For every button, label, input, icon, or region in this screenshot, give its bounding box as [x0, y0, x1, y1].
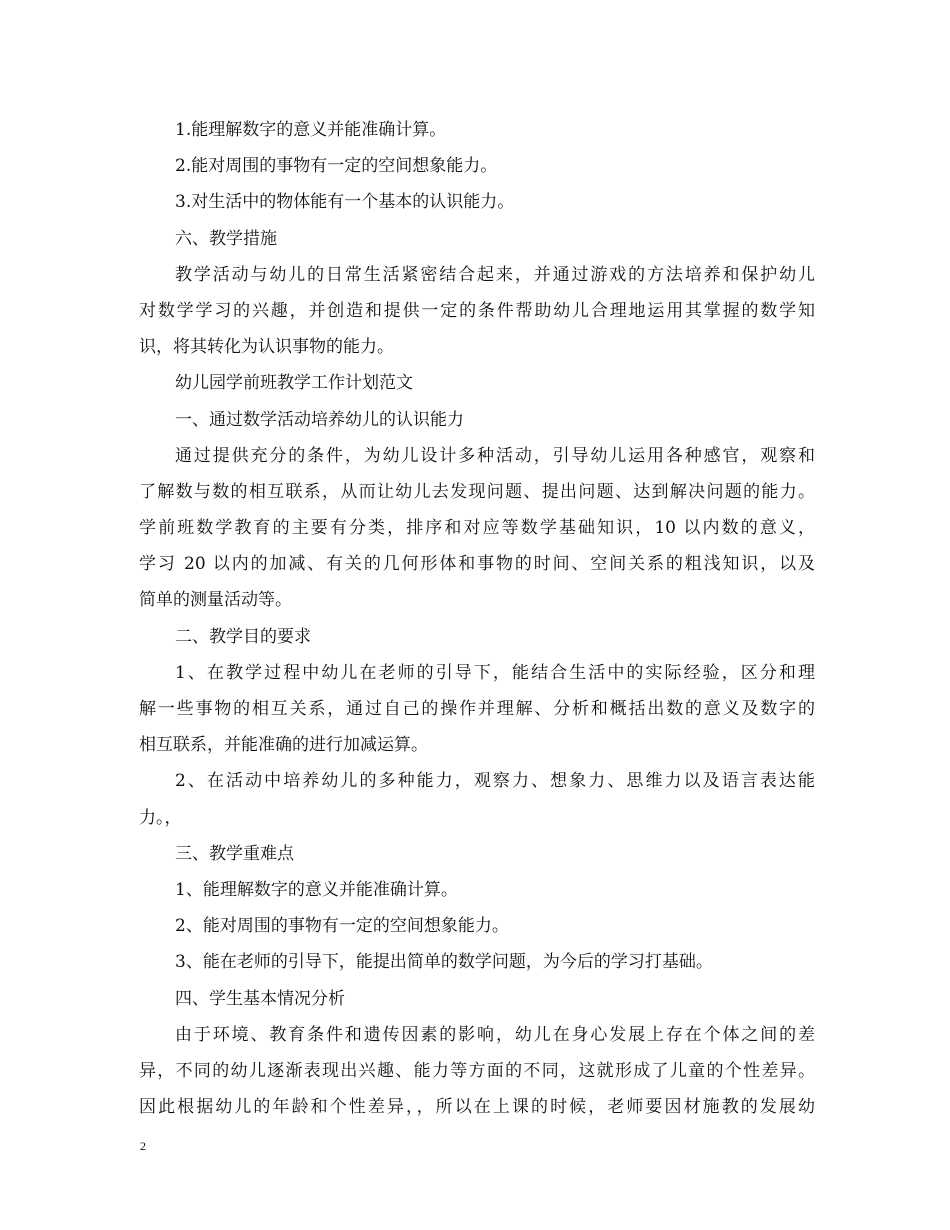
text-line: 一、通过数学活动培养幼儿的认识能力: [175, 409, 464, 430]
text-line: 学前班数学教育的主要有分类，排序和对应等数学基础知识，10 以内数的意义，: [139, 518, 815, 539]
text-line: 3、能在老师的引导下，能提出简单的数学问题，为今后的学习打基础。: [175, 952, 713, 973]
text-line: 因此根据幼儿的年龄和个性差异，，所以在上课的时候，老师要因材施教的发展幼: [139, 1097, 815, 1118]
text-line: 通过提供充分的条件，为幼儿设计多种活动，引导幼儿运用各种感官，观察和: [175, 445, 815, 466]
text-line: 力。，: [139, 807, 182, 828]
text-line: 解一些事物的相互关系，通过自己的操作并理解、分析和概括出数的意义及数字的: [139, 699, 815, 719]
text-line: 了解数与数的相互联系，从而让幼儿去发现问题、提出问题、达到解决问题的能力。: [139, 481, 815, 502]
text-line: 学习 20 以内的加减、有关的几何形体和事物的时间、空间关系的粗浅知识，以及: [139, 554, 815, 575]
text-line: 识，将其转化为认识事物的能力。: [139, 337, 394, 358]
text-line: 教学活动与幼儿的日常生活紧密结合起来，并通过游戏的方法培养和保护幼儿: [175, 264, 815, 285]
text-line: 2.能对周围的事物有一定的空间想象能力。: [175, 156, 498, 177]
page-number: 2: [140, 1139, 146, 1153]
text-line: 1、在教学过程中幼儿在老师的引导下，能结合生活中的实际经验，区分和理: [175, 662, 815, 683]
document-body: [139, 112, 815, 1125]
text-line: 1.能理解数字的意义并能准确计算。: [175, 120, 447, 140]
text-line: 1、能理解数字的意义并能准确计算。: [175, 879, 458, 900]
text-line: 对数学学习的兴趣，并创造和提供一定的条件帮助幼儿合理地运用其掌握的数学知: [139, 300, 815, 321]
text-line: 2、在活动中培养幼儿的多种能力，观察力、想象力、思维力以及语言表达能: [175, 771, 815, 792]
text-line: 异，不同的幼儿逐渐表现出兴趣、能力等方面的不同，这就形成了儿童的个性差异。: [139, 1060, 815, 1081]
text-line: 六、教学措施: [175, 228, 277, 249]
text-line: 三、教学重难点: [175, 843, 294, 864]
text-line: 简单的测量活动等。: [139, 590, 292, 611]
text-line: 相互联系，并能准确的进行加减运算。: [139, 735, 428, 756]
text-line: 由于环境、教育条件和遗传因素的影响，幼儿在身心发展上存在个体之间的差: [175, 1024, 815, 1045]
text-line: 2、能对周围的事物有一定的空间想象能力。: [175, 916, 509, 937]
text-line: 幼儿园学前班教学工作计划范文: [175, 373, 413, 394]
text-line: 二、教学目的要求: [175, 626, 311, 647]
text-line: 四、学生基本情况分析: [175, 988, 345, 1009]
text-line: 3.对生活中的物体能有一个基本的认识能力。: [175, 192, 515, 213]
